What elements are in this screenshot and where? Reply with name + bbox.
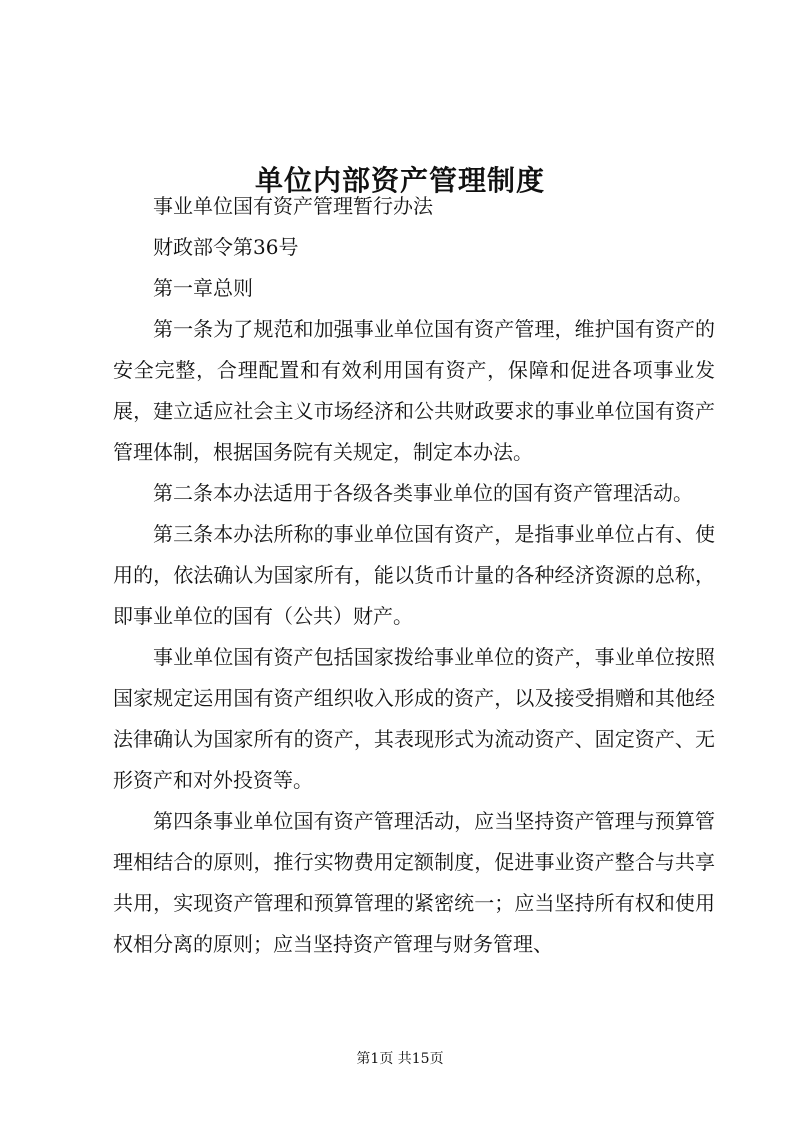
paragraph-assets-composition: 事业单位国有资产包括国家拨给事业单位的资产，事业单位按照国家规定运用国有资产组织收入形成的资产，以及接受捐赠和其他经法律确认为国家所有的资产，其表现形式为流动资产、固定资产、无形资产和对外投资等。 [113,645,715,792]
paragraph-article-2: 第二条本办法适用于各级各类事业单位的国有资产管理活动。 [153,481,693,505]
paragraph-article-4: 第四条事业单位国有资产管理活动，应当坚持资产管理与预算管理相结合的原则，推行实物费用定额制度，促进事业资产整合与共享共用，实现资产管理和预算管理的紧密统一；应当坚持所有权和使用权相分离的原则；应当坚持资产管理与财务管理、 [113,809,715,956]
paragraph-subtitle: 事业单位国有资产管理暂行办法 [153,194,433,218]
page-number-indicator: 第1页 共15页 [356,1051,444,1067]
paragraph-article-1: 第一条为了规范和加强事业单位国有资产管理，维护国有资产的安全完整，合理配置和有效利用国有资产，保障和促进各项事业发展，建立适应社会主义市场经济和公共财政要求的事业单位国有资产管理体制，根据国务院有关规定，制定本办法。 [113,317,715,464]
paragraph-decree-number: 财政部令第36号 [153,235,299,259]
paragraph-chapter-heading: 第一章总则 [153,276,253,300]
document-body [113,186,715,965]
page-footer [0,1048,800,1070]
document-title: 单位内部资产管理制度 [254,163,545,197]
paragraph-article-3: 第三条本办法所称的事业单位国有资产，是指事业单位占有、使用的，依法确认为国家所有，能以货币计量的各种经济资源的总称，即事业单位的国有（公共）财产。 [113,522,715,628]
